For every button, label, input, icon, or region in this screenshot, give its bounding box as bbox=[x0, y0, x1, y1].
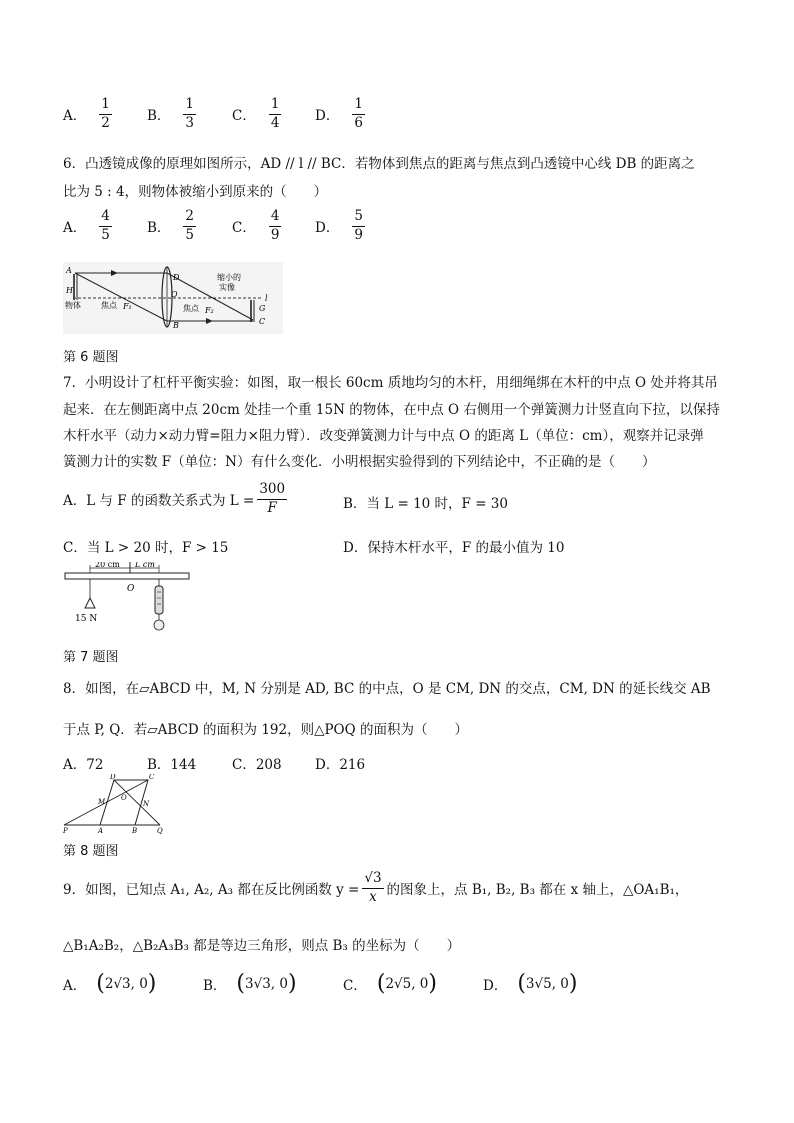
q9-option-b: B． ( 3√3, 0 ) bbox=[203, 971, 297, 996]
fraction: $\frac{1}{2}$ bbox=[101, 96, 110, 131]
q5-option-c: C． $\frac{1}{4}$ bbox=[232, 96, 280, 131]
q9-stem-line1: 9．如图，已知点 A₁, A₂, A₃ 都在反比例函数 y = $\frac{√3}{x}$ 的图象上，点 B₁, B₂, B₃ 都在 x 轴上，△OA₁B₁， bbox=[63, 870, 689, 905]
parallelogram-diagram bbox=[60, 774, 170, 836]
q8-stem-line1: 8．如图，在▱ABCD 中，M, N 分别是 AD, BC 的中点，O 是 CM, DN 的交点，CM, DN 的延长线交 AB bbox=[63, 681, 711, 697]
lever-diagram bbox=[63, 562, 193, 634]
text-focus2: 焦点 bbox=[183, 304, 199, 313]
label-o: O bbox=[171, 290, 178, 299]
q9-option-c: C． ( 2√5, 0 ) bbox=[343, 971, 437, 996]
q7-option-d: D．保持木杆水平，F 的最小值为 10 bbox=[343, 540, 565, 556]
q7-stem-line1: 7．小明设计了杠杆平衡实验：如图，取一根长 60cm 质地均匀的木杆，用细绳绑在木杆的中点 O 处并将其吊 bbox=[63, 375, 718, 391]
label-b: B bbox=[132, 827, 138, 835]
q8-option-a: A．72 bbox=[63, 757, 104, 773]
label-p: P bbox=[63, 827, 68, 835]
label-g: G bbox=[259, 304, 266, 313]
text-object: 物体 bbox=[65, 301, 81, 310]
label-15n: 15 N bbox=[75, 614, 98, 624]
q7-stem-line3: 木杆水平（动力×动力臂=阻力×阻力臂）．改变弹簧测力计与中点 O 的距离 L（单位：cm），观察并记录弹 bbox=[63, 428, 704, 444]
label-a: A bbox=[98, 827, 104, 835]
text-image1: 缩小的 bbox=[217, 273, 241, 282]
label-b: B bbox=[173, 321, 179, 330]
fraction: $\frac{1}{6}$ bbox=[354, 96, 363, 131]
q8-option-d: D．216 bbox=[315, 757, 366, 773]
q9-stem-line2: △B₁A₂B₂，△B₂A₃B₃ 都是等边三角形，则点 B₃ 的坐标为（ ） bbox=[63, 938, 461, 954]
label-c: C bbox=[149, 774, 155, 781]
label-lcm: L cm bbox=[135, 562, 155, 569]
q9-option-a: A． ( 2√3, 0 ) bbox=[63, 971, 157, 996]
label-o: O bbox=[127, 584, 135, 594]
q5-option-b: B． $\frac{1}{3}$ bbox=[147, 96, 195, 131]
q8-option-b: B．144 bbox=[147, 757, 197, 773]
q7-caption: 第 7 题图 bbox=[63, 650, 119, 665]
lens-diagram bbox=[63, 262, 283, 334]
q6-option-d: D． $\frac{5}{9}$ bbox=[315, 208, 363, 243]
q8-caption: 第 8 题图 bbox=[63, 844, 119, 859]
label-h: H bbox=[66, 286, 73, 295]
hand-icon bbox=[154, 620, 164, 630]
q6-stem-line2: 比为 5 : 4，则物体被缩小到原来的（ ） bbox=[63, 184, 328, 200]
label-a: A bbox=[66, 266, 72, 275]
q6-caption: 第 6 题图 bbox=[63, 350, 119, 365]
label-d: D bbox=[110, 774, 116, 781]
label-20cm: 20 cm bbox=[95, 562, 120, 569]
q7-stem-line4: 簧测力计的实数 F（单位：N）有什么变化．小明根据实验得到的下列结论中，不正确的是（ ） bbox=[63, 454, 656, 470]
label-l: l bbox=[265, 294, 268, 303]
text-image2: 实像 bbox=[219, 283, 235, 292]
label-o: O bbox=[121, 794, 127, 802]
q7-option-a: A．L 与 F 的函数关系式为 L = $\frac{300}{F}$ bbox=[63, 481, 286, 516]
q9-option-d: D． ( 3√5, 0 ) bbox=[483, 971, 578, 996]
label-n: N bbox=[143, 800, 150, 808]
q6-option-b: B． $\frac{2}{5}$ bbox=[147, 208, 195, 243]
label-c: C bbox=[259, 317, 266, 326]
fraction: $\frac{1}{3}$ bbox=[185, 96, 195, 131]
q7-stem-line2: 起来．在左侧距离中点 20cm 处挂一个重 15N 的物体，在中点 O 右侧用一个弹簧测力计竖直向下拉，以保持 bbox=[63, 402, 720, 418]
q7-option-b: B．当 L = 10 时，F = 30 bbox=[343, 496, 508, 512]
q5-option-d: D． $\frac{1}{6}$ bbox=[315, 96, 363, 131]
label-q: Q bbox=[157, 827, 163, 835]
q8-option-c: C．208 bbox=[232, 757, 282, 773]
label-f1: F₁ bbox=[123, 302, 132, 311]
q6-option-a: A． $\frac{4}{5}$ bbox=[63, 208, 110, 243]
q7-option-c: C．当 L > 20 时，F > 15 bbox=[63, 540, 229, 556]
label-m: M bbox=[98, 798, 106, 806]
q8-stem-line2: 于点 P, Q．若▱ABCD 的面积为 192，则△POQ 的面积为（ ） bbox=[63, 722, 468, 738]
label-f2: F₂ bbox=[205, 306, 214, 315]
label-d: D bbox=[173, 273, 180, 282]
q6-stem-line1: 6．凸透镜成像的原理如图所示，AD // l // BC．若物体到焦点的距离与焦点到凸透镜中心线 DB 的距离之 bbox=[63, 156, 695, 172]
text-focus1: 焦点 bbox=[101, 301, 117, 310]
q5-option-a: A． $\frac{1}{2}$ bbox=[63, 96, 110, 131]
fraction: $\frac{1}{4}$ bbox=[270, 96, 280, 131]
q6-option-c: C． $\frac{4}{9}$ bbox=[232, 208, 280, 243]
